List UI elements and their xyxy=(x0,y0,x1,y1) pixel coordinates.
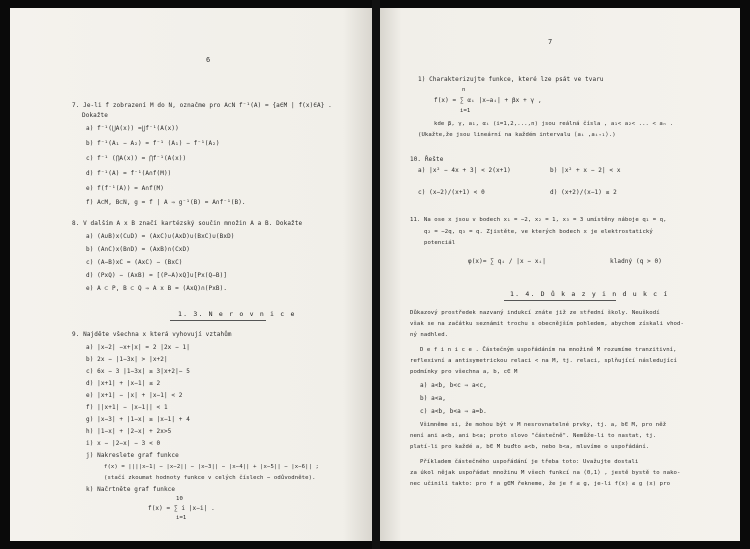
problem-9-statement: 9. Najděte všechna x která vyhovují vztahům xyxy=(72,331,232,338)
problem-7-statement: 7. Je-li f zobrazení M do N, označme pro A⊂N f⁻¹(A) = {a∈M | f(x)∈A} . xyxy=(72,102,332,109)
sum-lower-limit: i=1 xyxy=(176,515,187,521)
list-item: c) f⁻¹ (⋂A(x)) = ⋂f⁻¹(A(x)) xyxy=(86,155,187,162)
list-item: e) f(f⁻¹(A)) = A∩f(M) xyxy=(86,185,164,192)
text-line: q₂ = −2q, q₃ = q. Zjistěte, ve kterých bodech x je elektrostatický xyxy=(424,229,653,235)
paragraph-line: Důkazový prostředek nazvaný indukcí znáte již ze střední školy. Neuškodí xyxy=(410,310,660,316)
heading-underline xyxy=(170,320,266,321)
formula: f(x) = ||||x−1| − |x−2|| − |x−3|| − |x−4|| + |x−5|| − |x−6|| ; xyxy=(104,464,319,470)
problem-8-statement: 8. V dalším A x B značí kartézský součin množin A a B. Dokažte xyxy=(72,220,303,227)
list-item: f) A⊂M, B⊂N, g = f | A ⇒ g⁻¹(B) = A∩f⁻¹(B). xyxy=(86,199,246,206)
heading-underline xyxy=(504,300,616,301)
paragraph-line: Všimněme si, že mohou být v M nesrovnatelné prvky, tj. a, b∈ M, pro něž xyxy=(420,422,667,428)
paragraph-line: reflexivní a antisymetrickou relaci < na M, tj. relaci, splňující následující xyxy=(410,358,678,364)
list-item: a) (A∪B)x(C∪D) = (AxC)∪(AxD)∪(BxC)∪(BxD) xyxy=(86,233,235,240)
list-item: a) a<b, b<c ⇒ a<c, xyxy=(420,382,487,389)
list-item: b) |x² + x − 2| < x xyxy=(550,167,621,174)
paragraph-line: však se na začátku seznámit trochu s obecnějším pohledem, abychom získali vhod- xyxy=(410,321,684,327)
list-item: b) (A∩C)x(B∩D) = (AxB)∩(CxD) xyxy=(86,246,190,253)
right-page xyxy=(380,8,740,541)
definition-line: D e f i n i c e . Částečným uspořádáním na množině M rozumíme tranzitivní, xyxy=(420,347,677,353)
list-item: i) x − |2−x| − 3 < 0 xyxy=(86,440,161,447)
formula: f(x) = ∑ i |x−i| . xyxy=(148,505,215,512)
list-item: c) (A−B)xC = (AxC) − (BxC) xyxy=(86,259,183,266)
list-item: c) (x−2)/(x+1) < 0 xyxy=(418,189,485,196)
page-number: 7 xyxy=(548,38,553,46)
list-item: g) |x−3| + |1−x| ≥ |x−1| + 4 xyxy=(86,416,190,423)
text-line: kde β, γ, a₁, αᵢ (i=1,2,...,n) jsou reálná čísla , a₁< a₂< ... < aₙ . xyxy=(434,121,674,127)
section-heading: 1. 3. N e r o v n i c e xyxy=(178,310,296,318)
section-heading: 1. 4. D ů k a z y i n d u k c í xyxy=(510,290,669,298)
list-item: b) 2x − |1−3x| > |x+2| xyxy=(86,356,168,363)
list-item: k) Načrtněte graf funkce xyxy=(86,486,176,493)
left-page xyxy=(10,8,372,541)
sum-lower-limit: i=1 xyxy=(460,108,471,114)
paragraph-line: ný nadhled. xyxy=(410,332,449,338)
text-line: kladný (q > 0) xyxy=(610,258,662,265)
list-item: b) a<a, xyxy=(420,395,446,402)
formula: φ(x)= ∑ qᵢ / |x − xᵢ| xyxy=(468,258,546,265)
text-line: Dokažte xyxy=(82,112,108,119)
text-line: (Ukažte,že jsou lineární na každém intervalu ⟨aᵢ ,aᵢ₊₁⟩.) xyxy=(418,132,616,138)
formula: f(x) = ∑ αᵢ |x−aᵢ| + βx + γ , xyxy=(434,97,542,104)
sum-upper-limit: n xyxy=(462,87,466,93)
sum-upper-limit: 10 xyxy=(176,496,183,502)
list-item: j) Nakreslete graf funkce xyxy=(86,452,179,459)
paragraph-line: platí-li pro každé a, b∈ M buďto a<b, nebo b<a, mluvíme o uspořádání. xyxy=(410,444,650,450)
problem-l-statement: 1) Charakterizujte funkce, které lze psát ve tvaru xyxy=(418,76,604,83)
list-item: a) f⁻¹(⋃A(x)) =⋃f⁻¹(A(x)) xyxy=(86,125,179,132)
book-gutter xyxy=(372,0,380,549)
list-item: c) a<b, b<a ⇒ a=b. xyxy=(420,408,487,415)
problem-10-statement: 10. Řešte xyxy=(410,156,444,163)
text-line: potenciál xyxy=(424,240,456,246)
list-item: d) (PxQ) − (AxB) = [(P−A)xQ]∪[Px(Q−B)] xyxy=(86,272,228,279)
list-item: e) |x+1| − |x| + |x−1| < 2 xyxy=(86,392,183,399)
list-item: a) |x−2| −x+|x| = 2 |2x − 1| xyxy=(86,344,190,351)
list-item: e) A ⊂ P, B ⊂ Q ⇒ A x B = (AxQ)∩(PxB). xyxy=(86,285,228,292)
list-item: a) |x² − 4x + 3| < 2(x+1) xyxy=(418,167,511,174)
list-item: c) 6x − 3 |1−3x| ≥ 3|x+2|− 5 xyxy=(86,368,190,375)
note-line: (stačí zkoumat hodnoty funkce v celých číslech − odůvodněte). xyxy=(104,475,316,481)
list-item: d) f⁻¹(A) = f⁻¹(A∩f(M)) xyxy=(86,170,172,177)
paragraph-line: Příkladem částečného uspořádání je třeba toto: Uvažujte dostali xyxy=(420,459,639,465)
paragraph-line: za úkol nějak uspořádat množinu M všech funkcí na ⟨0,1⟩ , jestě bystě to nako- xyxy=(410,470,681,476)
paragraph-line: nec učinili takto: pro f a g∈M řekneme, že je f ≤ g, je-li f(x) ≤ g (x) pro xyxy=(410,481,671,487)
list-item: f) ||x+1| − |x−1|| < 1 xyxy=(86,404,168,411)
paragraph-line: podmínky pro všechna a, b, c∈ M xyxy=(410,369,518,375)
problem-11-statement: 11. Na ose x jsou v bodech x₁ = −2, x₂ = 1, x₃ = 3 umístěny náboje q₁ = q, xyxy=(410,217,667,223)
list-item: h) |1−x| + |2−x| + 2x>5 xyxy=(86,428,172,435)
page-number: 6 xyxy=(206,56,211,64)
paragraph-line: není ani a<b, ani b<a; proto slovo "částečně". Nemůže-li to nastat, tj. xyxy=(410,433,657,439)
list-item: d) (x+2)/(x−1) ≤ 2 xyxy=(550,189,617,196)
list-item: d) |x+1| + |x−1| ≤ 2 xyxy=(86,380,161,387)
list-item: b) f⁻¹(A₁ − A₂) = f⁻¹ (A₁) − f⁻¹(A₂) xyxy=(86,140,220,147)
